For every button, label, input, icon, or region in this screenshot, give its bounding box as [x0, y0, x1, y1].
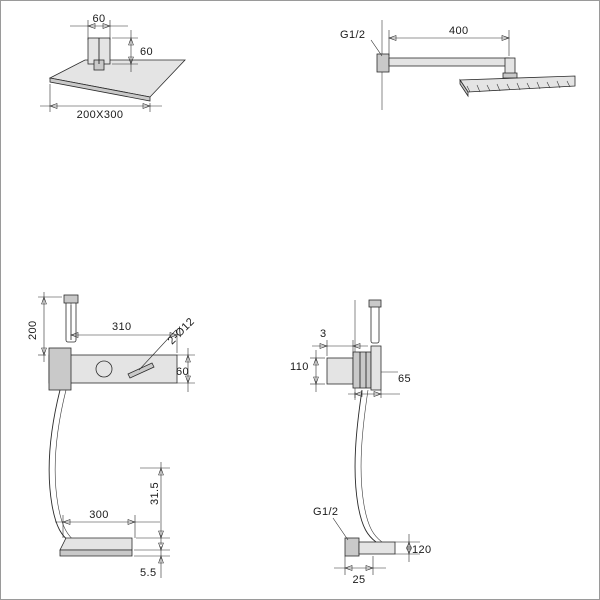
- dim-31-5: 31.5: [149, 481, 161, 505]
- dim-5-5: 5.5: [140, 567, 157, 579]
- view-wall-arm-head: [340, 20, 575, 110]
- spout-underside: [60, 550, 132, 556]
- dim-3: 3: [320, 328, 327, 340]
- view-mixer-body-side: [290, 300, 411, 556]
- hand-shower-head: [64, 295, 78, 303]
- spout-side-flange: [345, 538, 359, 556]
- shower-arm: [389, 58, 509, 66]
- mixer-knob: [96, 361, 112, 377]
- hand-shower-head-side: [369, 300, 381, 307]
- dim-310: 310: [112, 321, 132, 333]
- dim-200: 200: [27, 320, 39, 340]
- dim-2-o12: 2-Ø12: [165, 315, 198, 348]
- hand-shower-handle-side: [371, 305, 379, 343]
- dim-60-side: 60: [140, 46, 154, 58]
- dim-120: 120: [412, 544, 432, 556]
- dim-60-top: 60: [92, 13, 106, 25]
- shower-hose: [49, 390, 70, 542]
- dim-400: 400: [449, 25, 469, 37]
- view-top-ceiling-head: [40, 13, 185, 121]
- dim-200x300: 200X300: [76, 109, 124, 121]
- spout-side-body: [359, 542, 395, 554]
- shower-hose-side: [355, 390, 376, 542]
- dim-g12-spout: G1/2: [313, 506, 339, 518]
- wall-flange: [377, 54, 389, 72]
- dim-300: 300: [89, 509, 109, 521]
- mixer-body-side-mid: [353, 352, 371, 388]
- dim-65: 65: [398, 373, 412, 385]
- dim-25: 25: [352, 574, 366, 586]
- dim-60-body: 60: [176, 366, 190, 378]
- view-spout-front-dims: [55, 462, 170, 579]
- head-connector: [503, 73, 517, 78]
- dim-110: 110: [290, 361, 309, 373]
- dim-g12-arm: G1/2: [340, 29, 366, 41]
- mixer-mount-plate: [49, 348, 71, 390]
- view-mixer-body-front: [27, 292, 197, 556]
- mixer-body-side-outer: [371, 346, 381, 390]
- spout-body: [60, 538, 132, 550]
- mixer-body-side: [327, 358, 353, 384]
